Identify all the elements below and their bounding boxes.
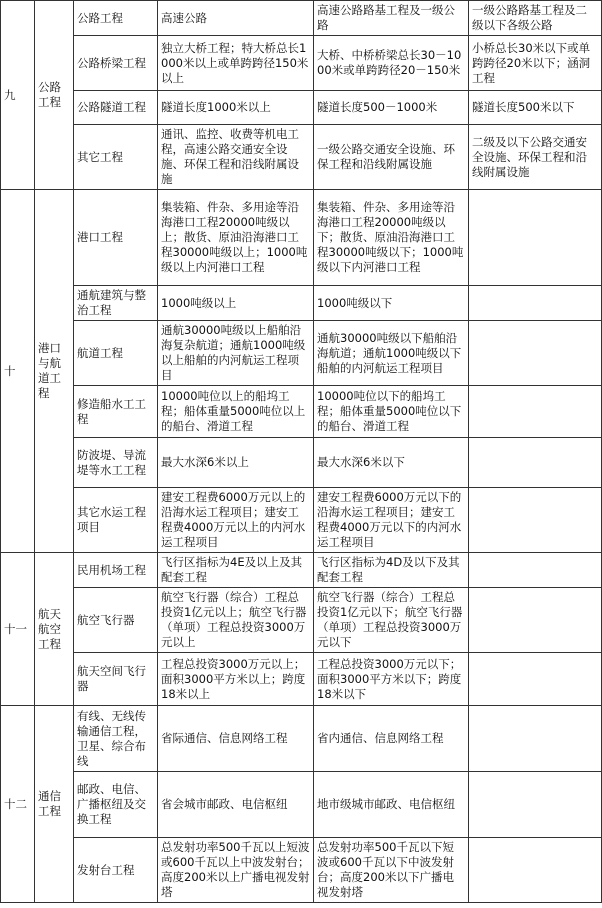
grade-a-cell: 工程总投资3000万元以上；面积3000平方米以上；跨度18米以上 [158,653,314,706]
grade-c-cell [469,190,602,286]
item-name: 航空飞行器 [74,588,158,653]
table-row [1,286,602,321]
item-name: 邮政、电信、广播枢纽及交换工程 [74,772,158,838]
grade-b-cell: 1000吨级以下 [314,286,469,321]
grade-a-cell: 高速公路 [158,1,314,36]
grade-a-cell: 建安工程费6000万元以上的沿海水运工程项目；建安工程费4000万元以上的内河水运工程项目 [158,488,314,553]
grade-a-cell: 最大水深6米以上 [158,438,314,488]
table-row [1,488,602,553]
section-category: 公路工程 [35,1,74,190]
grade-a-cell: 总发射功率500千瓦以上短波或600千瓦以上中波发射台；高度200米以上广播电视发射塔 [158,838,314,903]
grade-b-cell: 通航30000吨级以下船舶沿海航道；通航1000吨级以下船舶的内河航运工程项目 [314,321,469,386]
grade-b-cell: 飞行区指标为4D及以下及其配套工程 [314,553,469,588]
item-name: 其它工程 [74,125,158,190]
item-name: 防波堤、导流堤等水工工程 [74,438,158,488]
grade-b-cell: 最大水深6米以下 [314,438,469,488]
grade-a-cell: 航空飞行器（综合）工程总投资1亿元以上；航空飞行器（单项）工程总投资3000万元以上 [158,588,314,653]
grade-c-cell [469,438,602,488]
grade-c-cell [469,653,602,706]
grade-b-cell: 建安工程费6000万元以下的沿海水运工程项目；建安工程费4000万元以下的内河水运工程项目 [314,488,469,553]
item-name: 通航建筑与整治工程 [74,286,158,321]
section-category: 航天航空工程 [35,553,74,706]
grade-a-cell: 通航30000吨级以上船舶沿海复杂航道；通航1000吨级以上船舶的内河航运工程项目 [158,321,314,386]
grade-c-cell: 一级公路路基工程及二级以下各级公路 [469,1,602,36]
grade-c-cell [469,553,602,588]
item-name: 公路桥梁工程 [74,36,158,91]
grade-b-cell: 集装箱、件杂、多用途等沿海港口工程20000吨级以下；散货、原油沿海港口工程30000吨级以下；1000吨级以下内河港口工程 [314,190,469,286]
grade-b-cell: 省内通信、信息网络工程 [314,706,469,772]
item-name: 修造船水工工程 [74,386,158,438]
grade-a-cell: 飞行区指标为4E及以上及其配套工程 [158,553,314,588]
table-row [1,772,602,838]
grade-b-cell: 10000吨位以下的船坞工程；船体重量5000吨位以下的船台、滑道工程 [314,386,469,438]
table-row [1,91,602,125]
grade-c-cell [469,838,602,903]
grade-c-cell [469,286,602,321]
grade-a-cell: 省会城市邮政、电信枢纽 [158,772,314,838]
item-name: 航道工程 [74,321,158,386]
grade-b-cell: 工程总投资3000万元以下；面积3000平方米以下；跨度18米以下 [314,653,469,706]
grade-a-cell: 集装箱、件杂、多用途等沿海港口工程20000吨级以上；散货、原油沿海港口工程30000吨级以上；1000吨级以上内河港口工程 [158,190,314,286]
grade-b-cell: 航空飞行器（综合）工程总投资1亿元以下；航空飞行器（单项）工程总投资3000万元以下 [314,588,469,653]
grade-a-cell: 1000吨级以上 [158,286,314,321]
table-row [1,653,602,706]
table-row [1,553,602,588]
grade-a-cell: 10000吨位以上的船坞工程；船体重量5000吨位以上的船台、滑道工程 [158,386,314,438]
grade-a-cell: 省际通信、信息网络工程 [158,706,314,772]
grade-c-cell [469,706,602,772]
grade-c-cell [469,321,602,386]
section-category: 港口与航道工程 [35,190,74,553]
grade-a-cell: 隧道长度1000米以上 [158,91,314,125]
grade-c-cell [469,772,602,838]
grade-b-cell: 一级公路交通安全设施、环保工程和沿线附属设施 [314,125,469,190]
grade-c-cell: 二级及以下公路交通安全设施、环保工程和沿线附属设施 [469,125,602,190]
item-name: 其它水运工程项目 [74,488,158,553]
grade-b-cell: 总发射功率500千瓦以下短波或600千瓦以下中波发射台；高度200米以下广播电视发射塔 [314,838,469,903]
item-name: 公路工程 [74,1,158,36]
grade-b-cell: 地市级城市邮政、电信枢纽 [314,772,469,838]
grade-c-cell [469,386,602,438]
item-name: 公路隧道工程 [74,91,158,125]
section-number: 十一 [1,553,35,706]
item-name: 民用机场工程 [74,553,158,588]
table-row [1,588,602,653]
table-row [1,438,602,488]
table-row [1,706,602,772]
grade-b-cell: 大桥、中桥桥梁总长30－1000米或单跨跨径20－150米 [314,36,469,91]
table-row [1,386,602,438]
grade-c-cell [469,488,602,553]
item-name: 有线、无线传输通信工程，卫星、综合布线 [74,706,158,772]
table-row [1,321,602,386]
section-number: 十 [1,190,35,553]
item-name: 航天空间飞行器 [74,653,158,706]
section-number: 九 [1,1,35,190]
grade-b-cell: 隧道长度500－1000米 [314,91,469,125]
grade-c-cell: 小桥总长30米以下或单跨跨径20米以下；涵洞工程 [469,36,602,91]
grade-c-cell [469,588,602,653]
item-name: 港口工程 [74,190,158,286]
table-row [1,1,602,36]
table-row [1,125,602,190]
table-row [1,36,602,91]
table-row [1,838,602,903]
grade-a-cell: 通讯、监控、收费等机电工程，高速公路交通安全设施、环保工程和沿线附属设施 [158,125,314,190]
grade-a-cell: 独立大桥工程；特大桥总长1000米以上或单跨跨径150米以上 [158,36,314,91]
item-name: 发射台工程 [74,838,158,903]
section-number: 十二 [1,706,35,903]
grade-c-cell: 隧道长度500米以下 [469,91,602,125]
grade-b-cell: 高速公路路基工程及一级公路 [314,1,469,36]
section-category: 通信工程 [35,706,74,903]
table-row [1,190,602,286]
